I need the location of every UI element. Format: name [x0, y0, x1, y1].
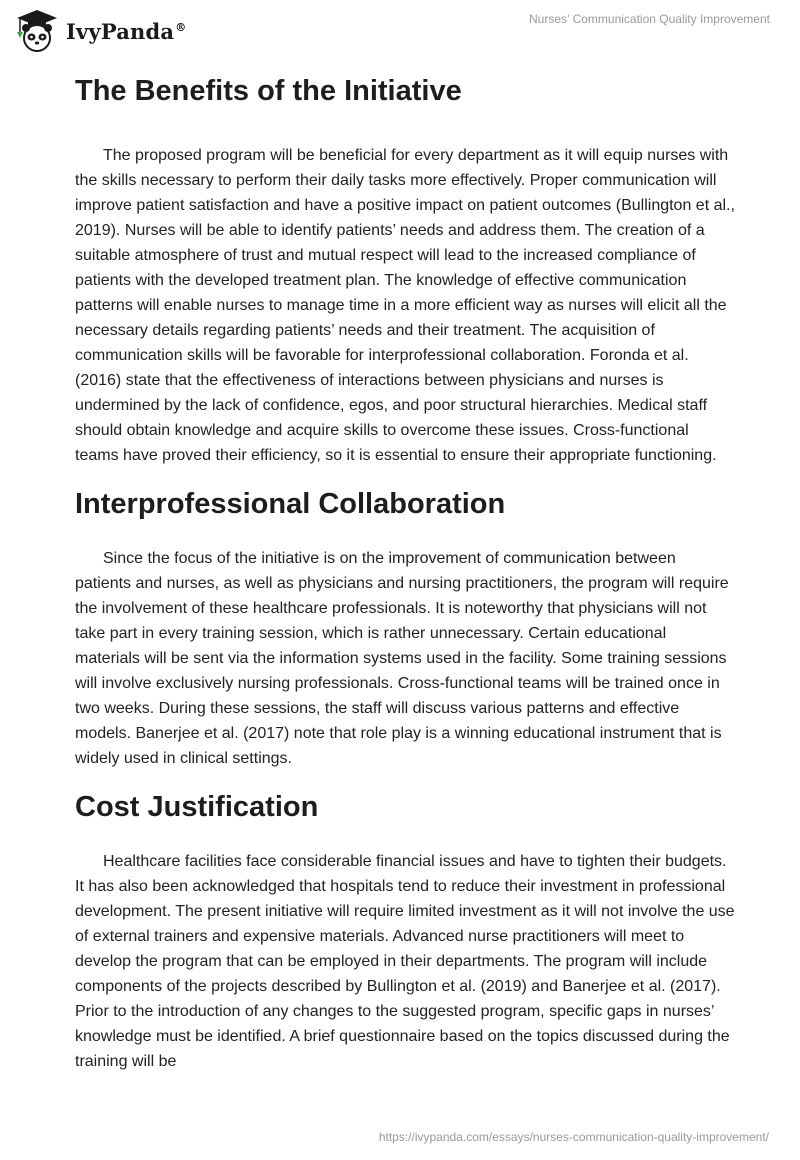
section-paragraph-interprofessional: Since the focus of the initiative is on the improvement of communication between patients and nurses, as well as physicians and nursing practitioners, the program will require the involvement of these healthcare professionals. It is noteworthy that physicians will not take part in every training session, which is rather unnecessary. Certain educational materials will be sent via the information systems used in the facility. Some training sessions will involve exclusively nursing professionals. Cross-functional teams will be trained once in two weeks. During these sessions, the staff will discuss various patterns and effective models. Banerjee et al. (2017) note that role play is a winning educational instrument that is widely used in clinical settings.	[75, 550, 729, 767]
brand-name: IvyPanda®	[66, 18, 187, 44]
registered-mark: ®	[175, 20, 187, 34]
page-header	[0, 0, 800, 60]
ivypanda-logo[interactable]	[14, 8, 186, 54]
essay-content	[75, 60, 735, 1074]
source-url[interactable]: https://ivypanda.com/essays/nurses-communication-quality-improvement/	[378, 1130, 769, 1144]
section-paragraph-benefits: The proposed program will be beneficial for every department as it will equip nurses with the skills necessary to perform their daily tasks more effectively. Proper communication will improve patient satisfaction and have a positive impact on patient outcomes (Bullington et al., 2019). Nurses will be able to identify patients’ needs and address them. The creation of a suitable atmosphere of trust and mutual respect will lead to the increased compliance of patients with the developed treatment plan. The knowledge of effective communication patterns will enable nurses to manage time in a more efficient way as nurses will elicit all the necessary details regarding patients’ needs and their treatment. The acquisition of communication skills will be favorable for interprofessional collaboration. Foronda et al. (2016) state that the effectiveness of interactions between physicians and nurses is undermined by the lack of confidence, egos, and poor structural hierarchies. Medical staff should obtain knowledge and acquire skills to overcome these issues. Cross-functional teams have proved their efficiency, so it is essential to ensure their appropriate functioning.	[75, 147, 735, 464]
section-heading-cost: Cost Justification	[75, 791, 319, 823]
running-title: Nurses’ Communication Quality Improvement	[529, 12, 770, 26]
section-paragraph-cost: Healthcare facilities face considerable financial issues and have to tighten their budgets. It has also been acknowledged that hospitals tend to reduce their investment in professional development. The present initiative will require limited investment as it will not involve the use of external trainers and expensive materials. Advanced nurse practitioners will meet to develop the program that can be employed in their departments. The program will include components of the projects described by Bullington et al. (2019) and Banerjee et al. (2017). Prior to the introduction of any changes to the suggested program, specific gaps in nurses’ knowledge must be identified. A brief questionnaire based on the topics discussed during the training will be	[75, 853, 735, 1070]
panda-graduate-icon	[14, 8, 60, 54]
section-heading-benefits: The Benefits of the Initiative	[75, 75, 462, 107]
section-heading-interprofessional: Interprofessional Collaboration	[75, 488, 506, 520]
